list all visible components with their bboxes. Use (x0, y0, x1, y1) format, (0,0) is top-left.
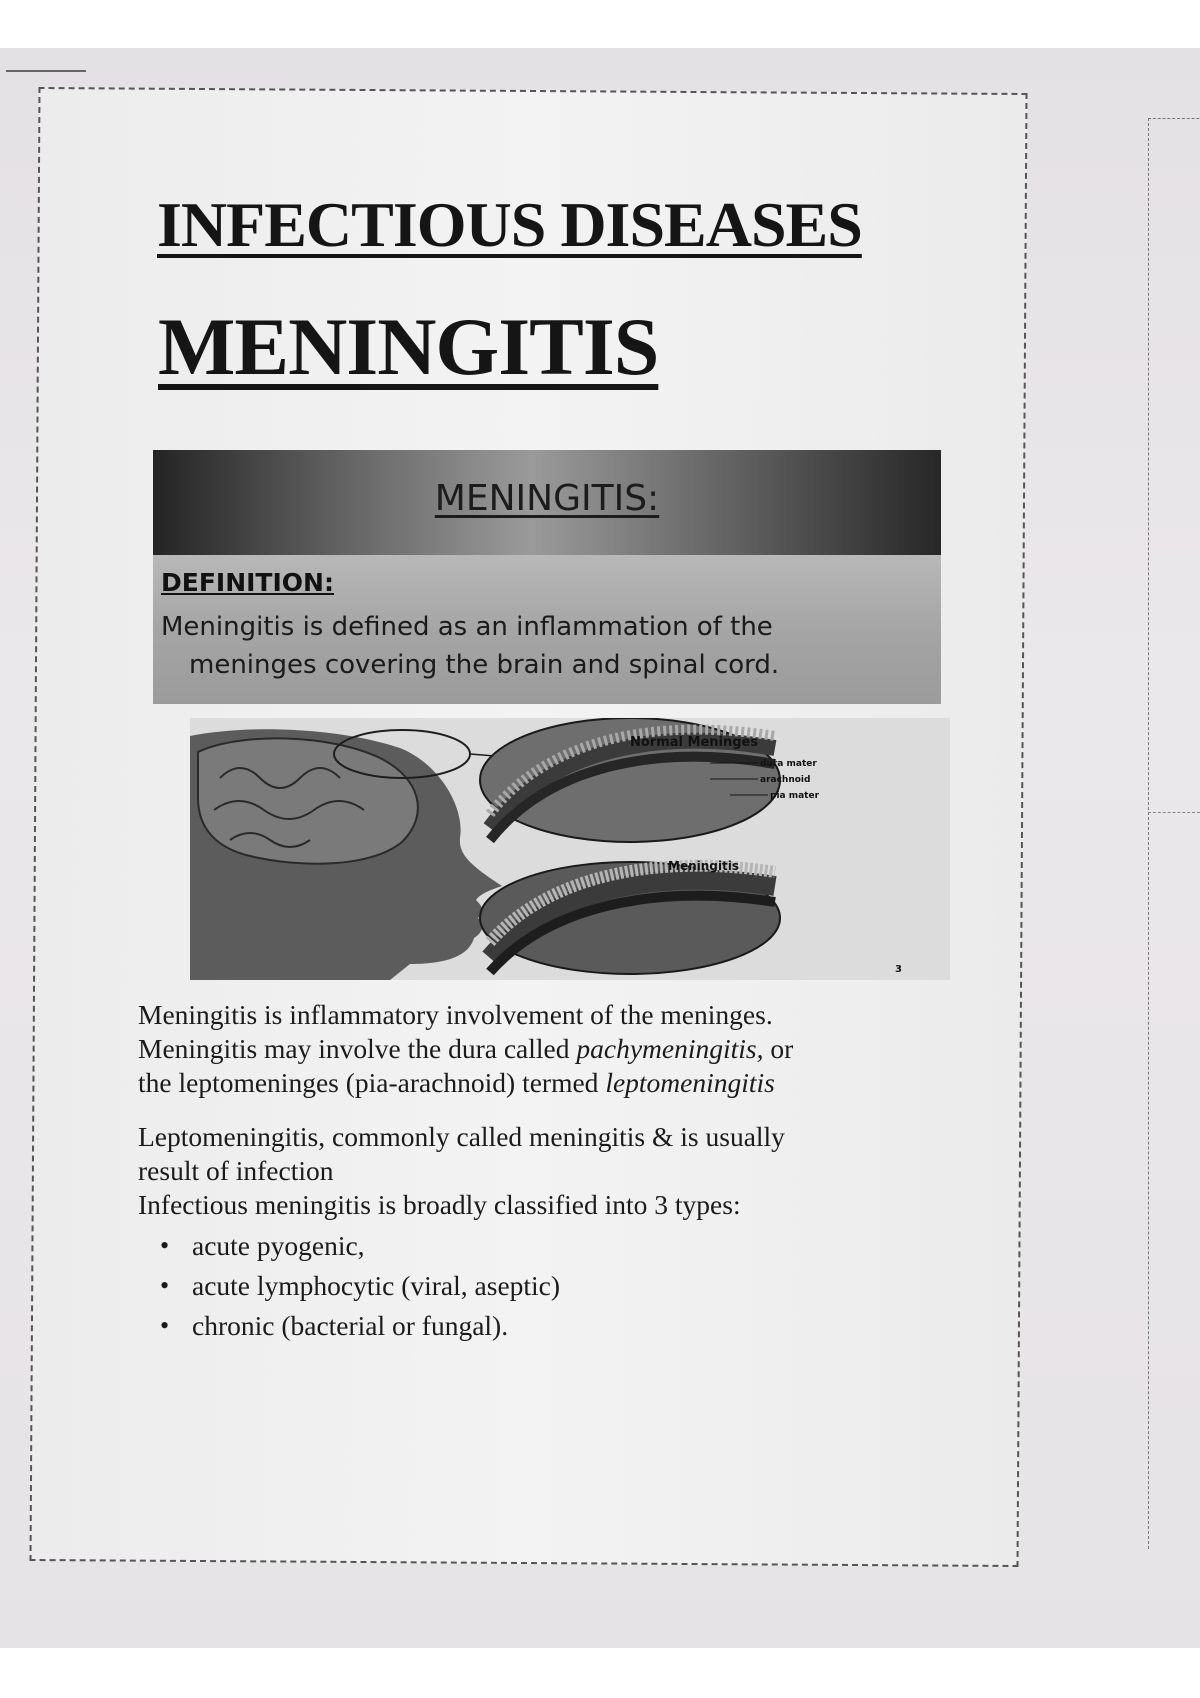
definition-text (161, 608, 931, 684)
paragraph-leptomeningitis (138, 1120, 938, 1188)
overview-line-1: Meningitis is inflammatory involvement of the meninges. (138, 999, 773, 1030)
list-item: • acute lymphocytic (viral, aseptic) (160, 1266, 560, 1306)
label-dura-mater: dura mater (760, 759, 817, 769)
term-pachymeningitis: pachymeningitis, (576, 1033, 764, 1064)
corner-mark (6, 70, 86, 72)
list-item: • acute pyogenic, (160, 1226, 560, 1266)
overview-line-2 (138, 1032, 938, 1066)
overview-line-2-end: or (763, 1033, 794, 1064)
overview-line-3 (138, 1066, 938, 1100)
label-pia-mater: pia mater (770, 791, 820, 801)
adjacent-page-dash (1148, 812, 1200, 813)
meningitis-types-list (160, 1226, 560, 1346)
paragraph-classification (138, 1188, 938, 1222)
meningitis-zoom (480, 862, 780, 974)
label-meningitis: Meningitis (668, 859, 739, 873)
slide-title: MENINGITIS: (434, 478, 660, 519)
label-normal-meninges: Normal Meninges (630, 735, 759, 750)
meninges-illustration (190, 718, 950, 980)
topic-title: MENINGITIS (158, 301, 659, 392)
classification-text: Infectious meningitis is broadly classified into 3 types: (138, 1189, 741, 1220)
adjacent-page-edge (1148, 118, 1200, 1549)
paragraph-meningitis-overview (138, 998, 938, 1100)
meninges-figure (190, 718, 950, 980)
leptomeningitis-text: Leptomeningitis, commonly called meningitis & is usually result of infection (138, 1121, 785, 1186)
label-arachnoid: arachnoid (760, 775, 811, 785)
page-heading: INFECTIOUS DISEASES (157, 189, 862, 260)
list-item: • chronic (bacterial or fungal). (160, 1306, 560, 1346)
term-leptomeningitis: leptomeningitis (605, 1067, 775, 1098)
definition-slide (153, 450, 941, 704)
slide-number: 3 (895, 964, 902, 975)
definition-line-2: meninges covering the brain and spinal cord. (189, 650, 780, 680)
definition-heading: DEFINITION: (161, 568, 334, 597)
overview-line-3-text: the leptomeninges (pia-arachnoid) termed (138, 1067, 606, 1098)
definition-line-1: Meningitis is defined as an inflammation of the (161, 612, 773, 642)
overview-line-2-text: Meningitis may involve the dura called (138, 1033, 577, 1064)
